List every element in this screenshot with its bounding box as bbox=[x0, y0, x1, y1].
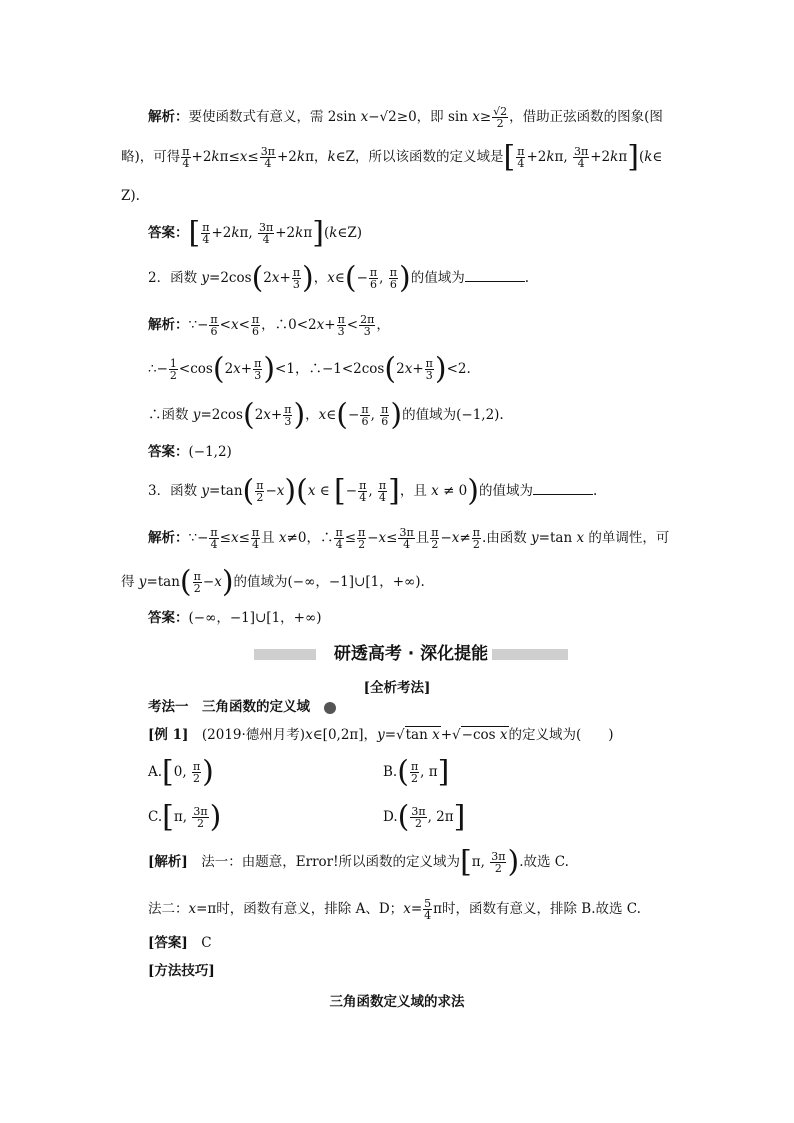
option-b: B.( $\frac{\pi}{2}$ , π] bbox=[383, 754, 450, 790]
answer-1: 答案：[ $\frac{\pi}{4}$ +2kπ, $\frac{3\pi}{4}$ +2kπ](k∈Z) bbox=[148, 215, 363, 251]
method-tips-label: [方法技巧] bbox=[148, 963, 215, 979]
analysis-3-line-2: 得 y=tan( $\frac{\pi}{2}$ −x)的值域为(−∞，−1]∪[1，+∞). bbox=[121, 564, 425, 600]
analysis-2-line-2: ∴− $\frac{1}{2}$ <cos(2x+ $\frac{\pi}{3}$ )<1，∴−1<2cos(2x+ $\frac{\pi}{3}$ )<2. bbox=[148, 351, 471, 387]
answer-blank bbox=[465, 269, 525, 282]
option-a: A.[0, $\frac{\pi}{2}$ ) bbox=[148, 754, 214, 790]
solution-method-1: [解析] 法一：由题意，Error!所以函数的定义域为[π, $\frac{3\pi}{2}$ ).故选 C. bbox=[148, 844, 569, 880]
bullet-dot-icon bbox=[324, 702, 336, 714]
banner-bar-right bbox=[492, 649, 568, 660]
answer-3: 答案：(−∞，−1]∪[1，+∞) bbox=[148, 610, 322, 626]
section-banner bbox=[254, 643, 568, 665]
analysis-1-line-2: 略)，可得 $\frac{\pi}{4}$ +2kπ≤x≤ $\frac{3\pi}{4}$ +2kπ，k∈Z，所以该函数的定义域是[ $\frac{\pi}{4}$ +2kπ, $\frac{3\pi}{4}$ +2kπ](k∈ bbox=[121, 139, 663, 175]
answer-2: 答案：(−1,2) bbox=[148, 444, 232, 460]
analysis-2-line-3: ∴函数 y=2cos(2x+ $\frac{\pi}{3}$ )，x∈(− $\frac{\pi}{6}$ , $\frac{\pi}{6}$ )的值域为(−1,2). bbox=[148, 397, 504, 433]
analysis-1-line-1: 解析：要使函数式有意义，需 2sin x−√2≥0，即 sin x≥ $\frac{√2}{2}$ ，借助正弦函数的图象(图 bbox=[148, 105, 663, 130]
example-1: [例 1] (2019·德州月考)x∈[0,2π]，y=√tan x+√−cos x的定义域为( ) bbox=[148, 727, 614, 743]
section-label: [全析考法] bbox=[363, 680, 431, 696]
answer-label: 答案： bbox=[148, 225, 189, 241]
option-c: C.[π, $\frac{3\pi}{2}$ ) bbox=[148, 799, 222, 835]
option-d: D.( $\frac{3\pi}{2}$ , 2π] bbox=[383, 799, 466, 835]
answer-blank-3 bbox=[533, 482, 593, 495]
banner-bar-left bbox=[254, 649, 316, 660]
method-heading: 考法一 三角函数的定义域 bbox=[148, 697, 336, 717]
banner-title: 研透高考 · 深化提能 bbox=[333, 644, 489, 664]
analysis-1-line-3: Z). bbox=[121, 188, 140, 204]
question-3: 3．函数 y=tan( $\frac{\pi}{2}$ −x)(x ∈ [− $\frac{\pi}{4}$ , $\frac{\pi}{4}$ ]，且 x ≠ 0)的值域为 . bbox=[148, 473, 598, 509]
question-2: 2．函数 y=2cos(2x+ $\frac{\pi}{3}$ )，x∈(− $\frac{\pi}{6}$ , $\frac{\pi}{6}$ )的值域为 . bbox=[148, 260, 529, 296]
analysis-3-line-1: 解析：∵− $\frac{\pi}{4}$ ≤x≤ $\frac{\pi}{4}$ 且 x≠0，∴ $\frac{\pi}{4}$ ≤ $\frac{\pi}{2}$ −x≤ $\frac{3\pi}{4}$ 且 $\frac{\pi}{2}$ −x≠ $\frac{\pi}{2}$ .由函数 y=tan x 的单调性，可 bbox=[148, 526, 670, 551]
analysis-label: 解析： bbox=[148, 109, 189, 125]
analysis-2-line-1: 解析：∵− $\frac{\pi}{6}$ <x< $\frac{\pi}{6}$ ，∴0<2x+ $\frac{\pi}{3}$ < $\frac{2\pi}{3}$ ， bbox=[148, 313, 390, 338]
subtitle: 三角函数定义域的求法 bbox=[329, 994, 465, 1010]
solution-method-2: 法二：x=π时，函数有意义，排除 A、D；x= $\frac{5}{4}$ π时，函数有意义，排除 B.故选 C. bbox=[148, 897, 641, 922]
final-answer: [答案] C bbox=[148, 935, 212, 951]
